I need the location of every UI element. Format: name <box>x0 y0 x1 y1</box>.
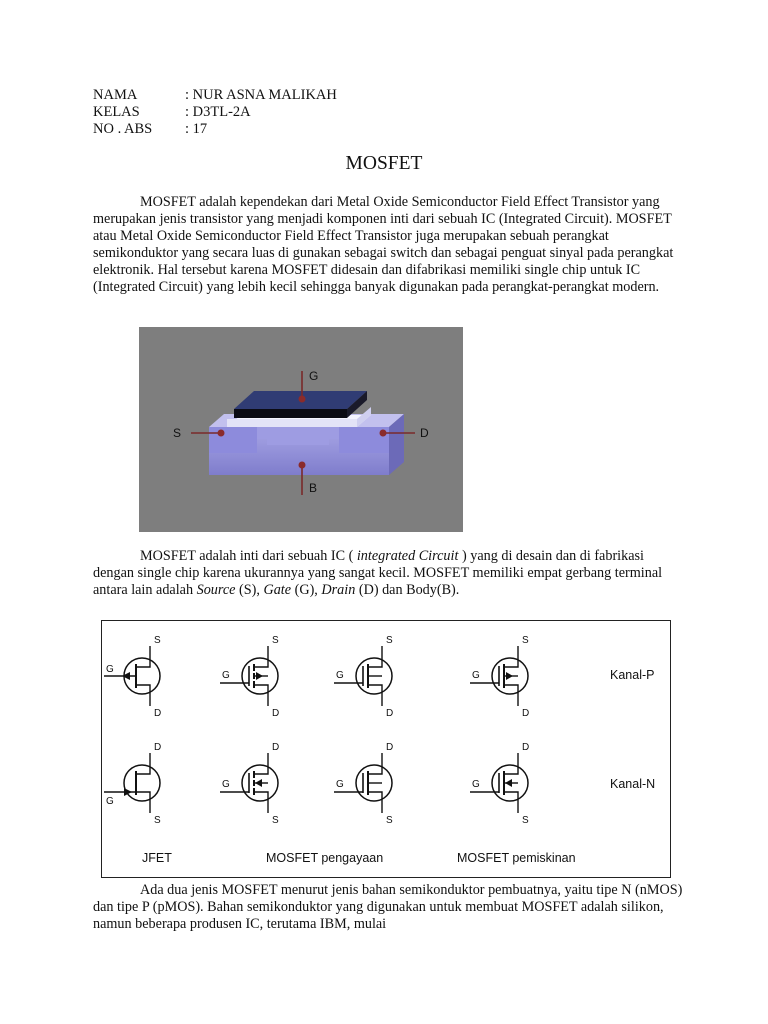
lower-terminal-wire <box>136 685 150 706</box>
upper-terminal-wire <box>504 646 518 667</box>
lower-terminal-label: S <box>522 815 529 826</box>
lower-terminal-label: S <box>154 815 161 826</box>
source-region <box>209 427 257 453</box>
p2-text-1: MOSFET adalah inti dari sebuah IC ( <box>140 548 357 564</box>
substrate-arrow <box>256 672 263 680</box>
paragraph-terminals <box>93 548 683 599</box>
row-label-p-channel: Kanal-P <box>610 668 655 682</box>
drain-contact <box>380 430 387 437</box>
student-info <box>93 87 337 138</box>
gate-terminal-label: G <box>336 779 344 790</box>
mosfet-3d-illustration <box>139 327 463 532</box>
lower-terminal-wire <box>368 792 382 813</box>
paragraph-types-text: Ada dua jenis MOSFET menurut jenis bahan semikonduktor pembuatnya, yaitu tipe N (nMOS) dan tipe P (pMOS). Bahan semikonduktor yang digunakan untuk membuat MOSFET adalah silikon, namun beberapa produsen IC, terutama IBM, mulai <box>93 882 683 932</box>
info-row-number <box>93 121 337 138</box>
channel-region <box>257 427 339 445</box>
upper-terminal-wire <box>368 646 382 667</box>
info-key: NAMA <box>93 87 138 103</box>
upper-terminal-label: S <box>522 635 529 646</box>
upper-terminal-wire <box>254 753 268 774</box>
upper-terminal-wire <box>136 646 150 667</box>
upper-terminal-label: S <box>386 635 393 646</box>
row-label-n-channel: Kanal-N <box>610 777 656 791</box>
body-label: B <box>309 481 318 495</box>
gate-terminal-label: G <box>472 779 480 790</box>
gate-terminal-label: G <box>106 796 114 807</box>
upper-terminal-label: D <box>522 742 530 753</box>
paragraph-intro-text: MOSFET adalah kependekan dari Metal Oxide Semiconductor Field Effect Transistor yang merupakan jenis transistor yang menjadi komponen inti dari sebuah IC (Integrated Circuit). MOSFET atau Metal Oxide Semiconductor Field Effect Transistor juga merupakan sebuah perangkat semikonduktor yang secara luas di gunakan sebagai switch dan sebagai penguat sinyal pada perangkat elektronik. Hal tersebut karena MOSFET didesain dan difabrikasi memiliki single chip untuk IC (Integrated Circuit) yang lebih kecil sehingga banyak digunakan pada perangkat-perangkat modern. <box>93 194 674 295</box>
mosfet-3d-figure <box>139 327 463 532</box>
gate-label: G <box>309 369 319 383</box>
p2-text-5: (D) dan Body(B). <box>355 582 460 598</box>
upper-terminal-label: D <box>386 742 394 753</box>
lower-terminal-wire <box>254 792 268 813</box>
lower-terminal-wire <box>504 685 518 706</box>
lower-terminal-wire <box>368 685 382 706</box>
gate-front <box>234 409 347 418</box>
source-contact <box>218 430 225 437</box>
lower-terminal-wire <box>136 792 150 813</box>
transistor-symbols-diagram <box>102 621 670 877</box>
upper-terminal-label: D <box>154 742 162 753</box>
info-value: : 17 <box>185 121 208 137</box>
p2-italic-ic: integrated Circuit <box>356 548 459 564</box>
upper-terminal-label: D <box>272 742 280 753</box>
lower-terminal-wire <box>254 685 268 706</box>
gate-terminal-label: G <box>106 664 114 675</box>
upper-terminal-wire <box>136 753 150 774</box>
gate-terminal-label: G <box>472 670 480 681</box>
p2-italic-source: Source <box>196 582 236 598</box>
p2-text-2: ) yang di desain dan di fabrikasi dengan single chip karena ukurannya yang sangat kecil. MOSFET memiliki empat gerbang terminal antara lain adalah <box>93 548 663 598</box>
paragraph-intro <box>93 194 683 296</box>
lower-terminal-label: D <box>272 708 280 719</box>
gate-terminal-label: G <box>222 670 230 681</box>
info-row-class <box>93 104 337 121</box>
gate-terminal-label: G <box>222 779 230 790</box>
lower-terminal-label: D <box>386 708 394 719</box>
p2-text-3: (S), <box>235 582 264 598</box>
upper-terminal-wire <box>254 646 268 667</box>
p2-italic-gate: Gate <box>263 582 292 598</box>
substrate-arrow <box>255 779 262 787</box>
drain-label: D <box>420 426 429 440</box>
info-value: : NUR ASNA MALIKAH <box>185 87 337 103</box>
paragraph-types <box>93 882 683 933</box>
info-value: : D3TL-2A <box>185 104 251 120</box>
gate-arrow <box>122 672 130 680</box>
substrate-arrow <box>506 672 513 680</box>
substrate-arrow <box>505 779 512 787</box>
lower-terminal-label: D <box>522 708 530 719</box>
lower-terminal-label: S <box>386 815 393 826</box>
gate-terminal-label: G <box>336 670 344 681</box>
info-key: NO . ABS <box>93 121 153 137</box>
upper-terminal-label: S <box>272 635 279 646</box>
p2-text-4: (G), <box>291 582 322 598</box>
column-label-depletion: MOSFET pemiskinan <box>457 851 576 865</box>
gate-contact <box>299 396 306 403</box>
info-key: KELAS <box>93 104 140 120</box>
transistor-symbol-circle <box>124 765 160 801</box>
upper-terminal-label: S <box>154 635 161 646</box>
upper-terminal-wire <box>368 753 382 774</box>
source-label: S <box>173 426 182 440</box>
transistor-symbols-figure <box>101 620 671 878</box>
p2-italic-drain: Drain <box>321 582 356 598</box>
upper-terminal-wire <box>504 753 518 774</box>
document-title: MOSFET <box>345 153 423 174</box>
lower-terminal-label: D <box>154 708 162 719</box>
column-label-jfet: JFET <box>142 851 172 865</box>
lower-terminal-label: S <box>272 815 279 826</box>
info-row-name <box>93 87 337 104</box>
column-label-enhancement: MOSFET pengayaan <box>266 851 384 865</box>
oxide-front <box>227 419 357 427</box>
body-contact <box>299 462 306 469</box>
lower-terminal-wire <box>504 792 518 813</box>
